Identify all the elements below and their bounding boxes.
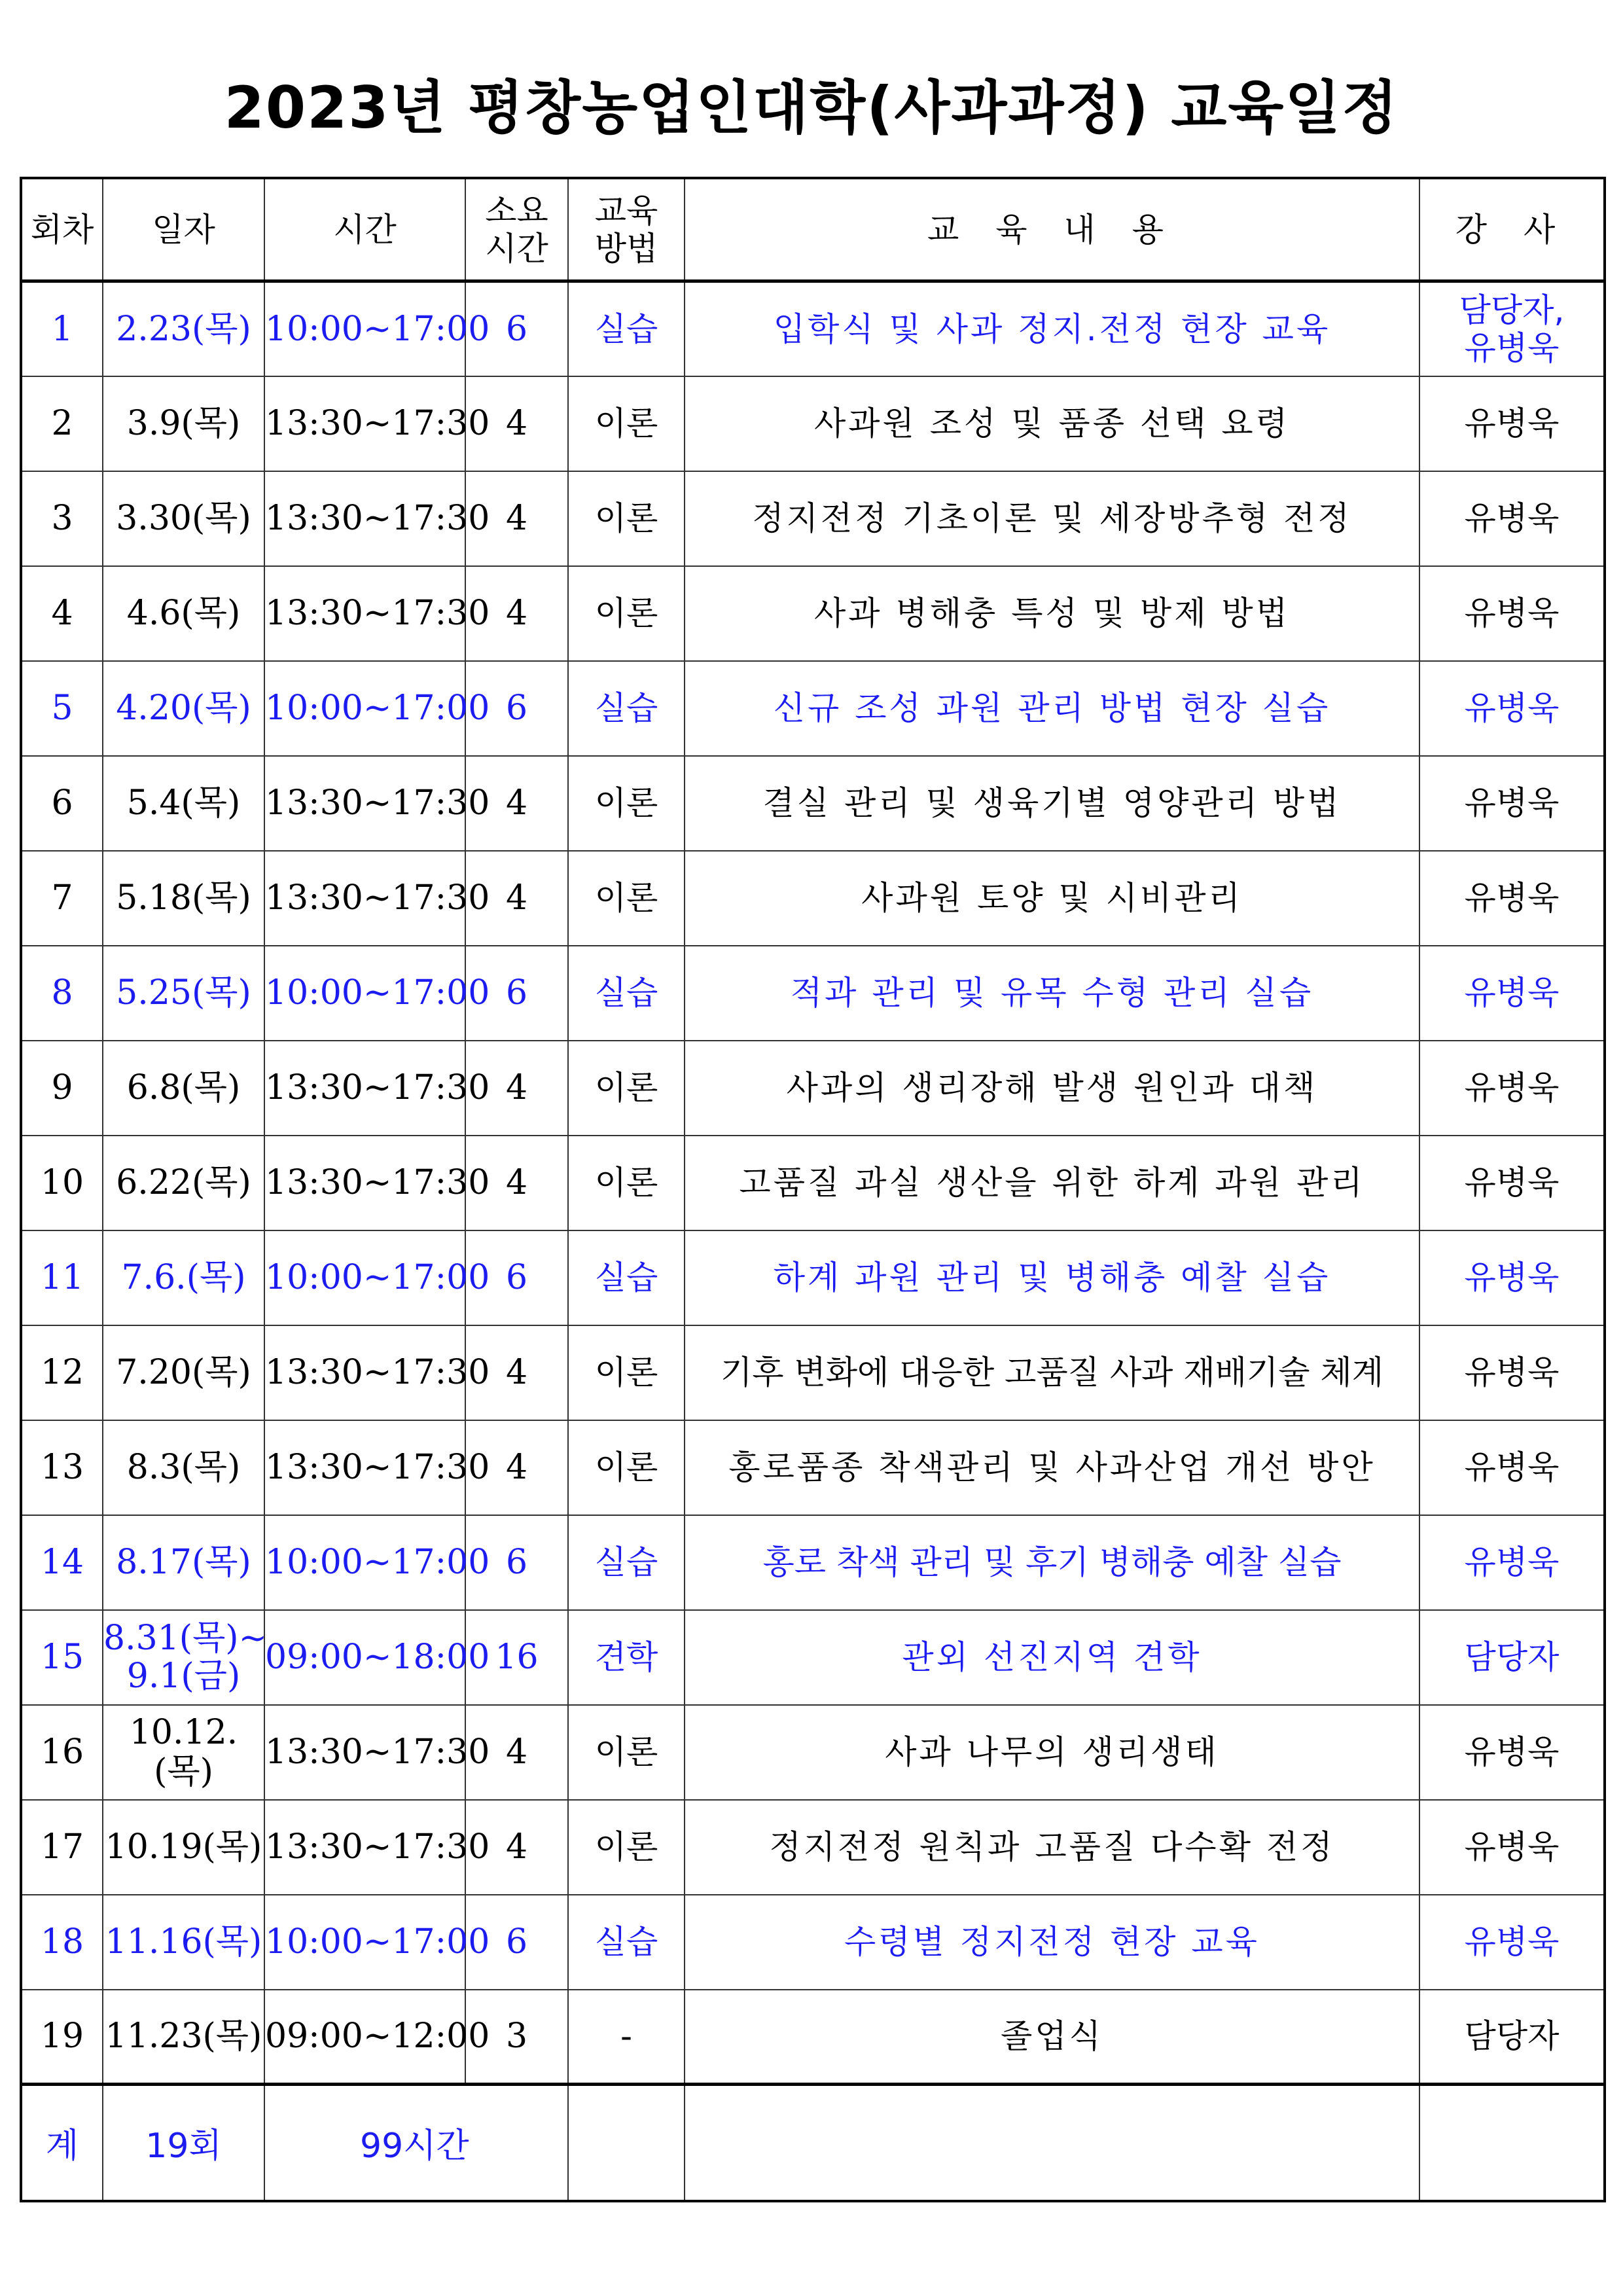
cell-content: 입학식 및 사과 정지.전정 현장 교육 <box>685 281 1419 376</box>
cell-instructor: 유병욱 <box>1419 1705 1605 1800</box>
cell-content: 홍로 착색 관리 및 후기 병해충 예찰 실습 <box>685 1515 1419 1610</box>
header-hours <box>465 178 568 281</box>
cell-method: 이론 <box>568 1800 685 1895</box>
cell-time: 13:30~17:30 <box>264 851 465 946</box>
cell-date: 5.18(목) <box>103 851 264 946</box>
cell-hours: 4 <box>465 471 568 566</box>
table-row <box>21 1895 1605 1990</box>
table-row <box>21 1610 1605 1705</box>
totals-row <box>21 2085 1605 2201</box>
cell-hours: 4 <box>465 1705 568 1800</box>
totals-empty-instructor <box>1419 2085 1605 2201</box>
cell-content: 홍로품종 착색관리 및 사과산업 개선 방안 <box>685 1420 1419 1515</box>
cell-instructor: 유병욱 <box>1419 1325 1605 1420</box>
cell-method: 이론 <box>568 376 685 471</box>
cell-hours: 4 <box>465 1420 568 1515</box>
table-row <box>21 376 1605 471</box>
cell-content: 졸업식 <box>685 1990 1419 2085</box>
cell-no: 17 <box>21 1800 103 1895</box>
cell-no: 6 <box>21 756 103 851</box>
cell-time: 10:00~17:00 <box>264 281 465 376</box>
cell-hours: 4 <box>465 851 568 946</box>
cell-content: 적과 관리 및 유목 수형 관리 실습 <box>685 946 1419 1041</box>
header-content: 교 육 내 용 <box>685 178 1419 281</box>
cell-date: 11.16(목) <box>103 1895 264 1990</box>
cell-time: 13:30~17:30 <box>264 1136 465 1230</box>
table-row <box>21 1136 1605 1230</box>
cell-date: 7.20(목) <box>103 1325 264 1420</box>
table-row <box>21 946 1605 1041</box>
cell-content: 사과원 조성 및 품종 선택 요령 <box>685 376 1419 471</box>
table-row <box>21 471 1605 566</box>
table-row <box>21 281 1605 376</box>
cell-method: 실습 <box>568 1230 685 1325</box>
cell-method: 이론 <box>568 1325 685 1420</box>
cell-content: 정지전정 기초이론 및 세장방추형 전정 <box>685 471 1419 566</box>
cell-instructor: 유병욱 <box>1419 1136 1605 1230</box>
table-row <box>21 566 1605 661</box>
cell-hours: 4 <box>465 376 568 471</box>
header-no: 회차 <box>21 178 103 281</box>
cell-instructor: 유병욱 <box>1419 1420 1605 1515</box>
cell-date: 6.22(목) <box>103 1136 264 1230</box>
cell-method: 실습 <box>568 661 685 756</box>
table-row <box>21 851 1605 946</box>
cell-method: 실습 <box>568 946 685 1041</box>
table-row <box>21 1705 1605 1800</box>
table-row <box>21 661 1605 756</box>
cell-method: 실습 <box>568 281 685 376</box>
header-method-line2: 방법 <box>594 229 658 268</box>
cell-instructor-line1: 담당자, <box>1459 291 1565 329</box>
cell-instructor: 유병욱 <box>1419 1515 1605 1610</box>
page-title: 2023년 평창농업인대학(사과과정) 교육일정 <box>224 74 1399 141</box>
table-row <box>21 1230 1605 1325</box>
cell-date: 2.23(목) <box>103 281 264 376</box>
cell-hours: 4 <box>465 1041 568 1136</box>
cell-method: 실습 <box>568 1895 685 1990</box>
header-method <box>568 178 685 281</box>
cell-content: 사과 병해충 특성 및 방제 방법 <box>685 566 1419 661</box>
cell-hours: 6 <box>465 1515 568 1610</box>
cell-instructor: 담당자 <box>1419 1990 1605 2085</box>
cell-instructor: 유병욱 <box>1419 471 1605 566</box>
cell-date: 3.9(목) <box>103 376 264 471</box>
cell-method: 이론 <box>568 1136 685 1230</box>
header-hours-line2: 시간 <box>485 229 548 268</box>
cell-content: 사과원 토양 및 시비관리 <box>685 851 1419 946</box>
header-method-line1: 교육 <box>594 191 658 230</box>
table-row <box>21 1990 1605 2085</box>
cell-content: 관외 선진지역 견학 <box>685 1610 1419 1705</box>
cell-no: 16 <box>21 1705 103 1800</box>
table-row <box>21 1325 1605 1420</box>
cell-time: 10:00~17:00 <box>264 946 465 1041</box>
cell-instructor: 유병욱 <box>1419 376 1605 471</box>
cell-hours: 4 <box>465 1325 568 1420</box>
cell-time: 10:00~17:00 <box>264 1895 465 1990</box>
cell-date: 8.3(목) <box>103 1420 264 1515</box>
cell-date: 6.8(목) <box>103 1041 264 1136</box>
cell-method: 이론 <box>568 756 685 851</box>
cell-method: 이론 <box>568 1705 685 1800</box>
cell-content: 사과 나무의 생리생태 <box>685 1705 1419 1800</box>
cell-time: 13:30~17:30 <box>264 1420 465 1515</box>
cell-date: 10.12.(목) <box>103 1705 264 1800</box>
cell-time: 13:30~17:30 <box>264 376 465 471</box>
cell-instructor: 유병욱 <box>1419 1800 1605 1895</box>
cell-method: 이론 <box>568 1041 685 1136</box>
cell-date: 3.30(목) <box>103 471 264 566</box>
cell-content: 정지전정 원칙과 고품질 다수확 전정 <box>685 1800 1419 1895</box>
cell-time: 09:00~18:00 <box>264 1610 465 1705</box>
cell-hours: 4 <box>465 756 568 851</box>
cell-content: 수령별 정지전정 현장 교육 <box>685 1895 1419 1990</box>
totals-label: 계 <box>21 2085 103 2201</box>
cell-no: 7 <box>21 851 103 946</box>
cell-no: 13 <box>21 1420 103 1515</box>
cell-instructor: 유병욱 <box>1419 756 1605 851</box>
cell-date-line1: 8.31(목)~ <box>103 1619 268 1658</box>
header-row <box>21 178 1605 281</box>
cell-content: 하계 과원 관리 및 병해충 예찰 실습 <box>685 1230 1419 1325</box>
cell-date: 4.20(목) <box>103 661 264 756</box>
cell-no: 1 <box>21 281 103 376</box>
totals-hours: 99시간 <box>264 2085 568 2201</box>
cell-method: 이론 <box>568 566 685 661</box>
table-row <box>21 1420 1605 1515</box>
cell-no: 5 <box>21 661 103 756</box>
cell-date <box>103 1610 268 1705</box>
cell-content: 신규 조성 과원 관리 방법 현장 실습 <box>685 661 1419 756</box>
cell-hours: 16 <box>465 1610 568 1705</box>
cell-instructor: 유병욱 <box>1419 1230 1605 1325</box>
cell-date: 11.23(목) <box>103 1990 264 2085</box>
cell-hours: 4 <box>465 566 568 661</box>
cell-instructor: 유병욱 <box>1419 1895 1605 1990</box>
cell-hours: 6 <box>465 1230 568 1325</box>
cell-no: 15 <box>21 1610 103 1705</box>
header-instructor: 강 사 <box>1419 178 1605 281</box>
cell-time: 13:30~17:30 <box>264 1325 465 1420</box>
cell-no: 11 <box>21 1230 103 1325</box>
cell-no: 2 <box>21 376 103 471</box>
cell-hours: 6 <box>465 661 568 756</box>
cell-time: 13:30~17:30 <box>264 756 465 851</box>
cell-instructor: 유병욱 <box>1419 661 1605 756</box>
cell-date: 8.17(목) <box>103 1515 264 1610</box>
table-row <box>21 1515 1605 1610</box>
cell-content: 사과의 생리장해 발생 원인과 대책 <box>685 1041 1419 1136</box>
cell-no: 12 <box>21 1325 103 1420</box>
header-date: 일자 <box>103 178 264 281</box>
cell-method: - <box>568 1990 685 2085</box>
cell-date: 5.25(목) <box>103 946 264 1041</box>
cell-time: 13:30~17:30 <box>264 1041 465 1136</box>
header-time: 시간 <box>264 178 465 281</box>
cell-no: 4 <box>21 566 103 661</box>
cell-time: 13:30~17:30 <box>264 1705 465 1800</box>
cell-time: 13:30~17:30 <box>264 566 465 661</box>
cell-instructor-line2: 유병욱 <box>1464 329 1560 367</box>
cell-no: 8 <box>21 946 103 1041</box>
cell-hours: 4 <box>465 1800 568 1895</box>
cell-method: 이론 <box>568 1420 685 1515</box>
cell-hours: 6 <box>465 281 568 376</box>
cell-content: 결실 관리 및 생육기별 영양관리 방법 <box>685 756 1419 851</box>
cell-time: 10:00~17:00 <box>264 661 465 756</box>
cell-hours: 6 <box>465 1895 568 1990</box>
cell-time: 13:30~17:30 <box>264 1800 465 1895</box>
cell-instructor: 담당자 <box>1419 1610 1605 1705</box>
totals-empty-method <box>568 2085 685 2201</box>
cell-no: 3 <box>21 471 103 566</box>
cell-instructor: 유병욱 <box>1419 851 1605 946</box>
cell-method: 실습 <box>568 1515 685 1610</box>
totals-sessions: 19회 <box>103 2085 264 2201</box>
cell-time: 10:00~17:00 <box>264 1230 465 1325</box>
schedule-table <box>20 177 1606 2202</box>
cell-method: 견학 <box>568 1610 685 1705</box>
cell-no: 18 <box>21 1895 103 1990</box>
cell-hours: 6 <box>465 946 568 1041</box>
header-hours-line1: 소요 <box>485 191 548 230</box>
cell-no: 14 <box>21 1515 103 1610</box>
cell-time: 09:00~12:00 <box>264 1990 465 2085</box>
table-row <box>21 1041 1605 1136</box>
cell-content: 기후 변화에 대응한 고품질 사과 재배기술 체계 <box>685 1325 1419 1420</box>
cell-content: 고품질 과실 생산을 위한 하계 과원 관리 <box>685 1136 1419 1230</box>
cell-time: 13:30~17:30 <box>264 471 465 566</box>
cell-instructor: 유병욱 <box>1419 1041 1605 1136</box>
cell-instructor: 유병욱 <box>1419 566 1605 661</box>
cell-time: 10:00~17:00 <box>264 1515 465 1610</box>
table-row <box>21 1800 1605 1895</box>
cell-no: 9 <box>21 1041 103 1136</box>
cell-date: 5.4(목) <box>103 756 264 851</box>
cell-instructor <box>1419 281 1605 376</box>
cell-method: 이론 <box>568 471 685 566</box>
cell-method: 이론 <box>568 851 685 946</box>
cell-date: 4.6(목) <box>103 566 264 661</box>
table-row <box>21 756 1605 851</box>
cell-instructor: 유병욱 <box>1419 946 1605 1041</box>
cell-date: 10.19(목) <box>103 1800 264 1895</box>
cell-date-line2: 9.1(금) <box>126 1657 241 1696</box>
cell-date: 7.6.(목) <box>103 1230 264 1325</box>
cell-hours: 4 <box>465 1136 568 1230</box>
cell-hours: 3 <box>465 1990 568 2085</box>
cell-no: 19 <box>21 1990 103 2085</box>
totals-empty-content <box>685 2085 1419 2201</box>
cell-no: 10 <box>21 1136 103 1230</box>
